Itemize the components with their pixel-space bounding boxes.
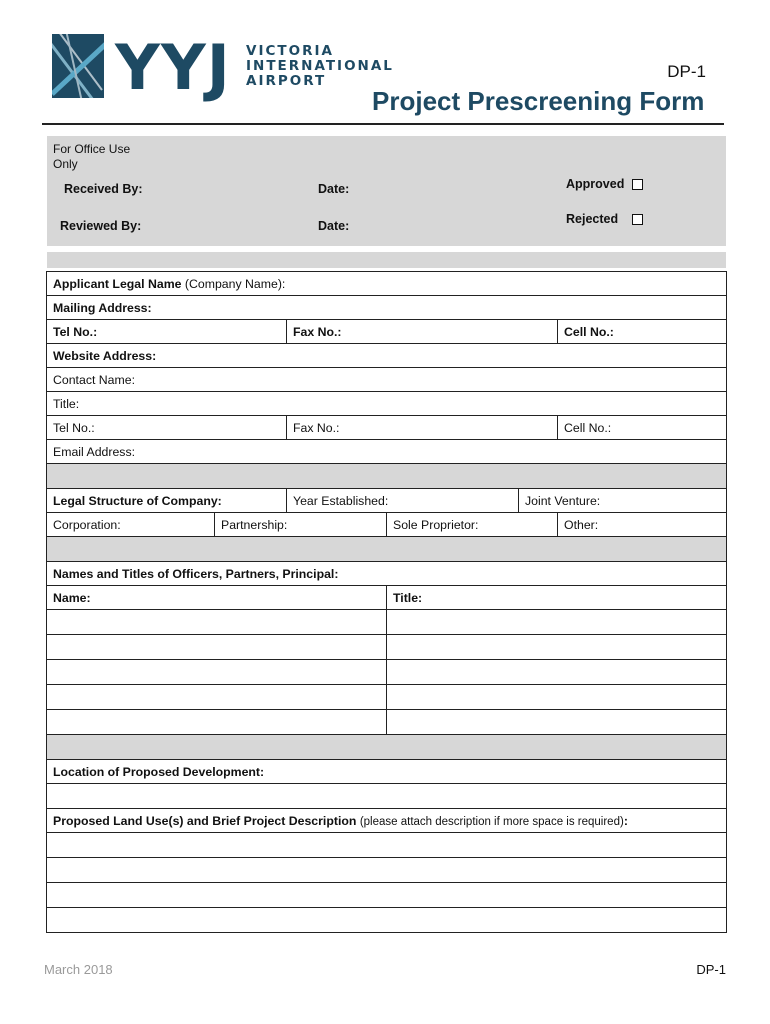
logo-line: INTERNATIONAL xyxy=(246,58,394,74)
description-input-row[interactable] xyxy=(47,883,727,908)
shaded-separator xyxy=(47,464,727,489)
land-use-label: Proposed Land Use(s) and Brief Project Description xyxy=(53,813,357,828)
footer-form-code: DP-1 xyxy=(696,962,726,977)
joint-venture-field[interactable]: Joint Venture: xyxy=(519,489,727,513)
rejected-option xyxy=(566,212,643,226)
location-heading: Location of Proposed Development: xyxy=(47,760,727,784)
form-code: DP-1 xyxy=(667,62,706,81)
date-label: Date: xyxy=(318,219,350,233)
officer-title-cell[interactable] xyxy=(387,685,727,710)
land-use-note: (please attach description if more space is required) xyxy=(359,815,624,828)
officer-title-cell[interactable] xyxy=(387,635,727,660)
contact-tel-field[interactable]: Tel No.: xyxy=(47,416,287,440)
land-use-heading xyxy=(47,809,727,833)
approved-label: Approved xyxy=(566,177,625,191)
officers-heading: Names and Titles of Officers, Partners, Principal: xyxy=(47,562,727,586)
footer-date: March 2018 xyxy=(44,962,113,977)
officer-name-cell[interactable] xyxy=(47,635,387,660)
cell-field[interactable]: Cell No.: xyxy=(558,320,727,344)
logo-subtitle xyxy=(246,44,394,89)
officer-name-cell[interactable] xyxy=(47,685,387,710)
officer-name-cell[interactable] xyxy=(47,710,387,735)
rejected-checkbox[interactable] xyxy=(632,214,643,225)
logo-wordmark: YYJ xyxy=(115,31,231,104)
website-address-field[interactable]: Website Address: xyxy=(47,344,727,368)
officer-name-header: Name: xyxy=(47,586,387,610)
company-name-note: (Company Name): xyxy=(184,276,286,291)
title-divider xyxy=(42,123,724,125)
description-input-row[interactable] xyxy=(47,858,727,883)
office-use-label: For Office Use Only xyxy=(53,142,131,171)
location-input-row[interactable] xyxy=(47,784,727,809)
legal-structure-label: Legal Structure of Company: xyxy=(47,489,287,513)
corporation-field[interactable]: Corporation: xyxy=(47,513,215,537)
section-separator xyxy=(47,252,726,268)
shaded-separator xyxy=(47,537,727,562)
year-established-field[interactable]: Year Established: xyxy=(287,489,519,513)
approved-option xyxy=(566,177,643,191)
date-label: Date: xyxy=(318,182,350,196)
sole-proprietor-field[interactable]: Sole Proprietor: xyxy=(387,513,558,537)
description-input-row[interactable] xyxy=(47,908,727,933)
mailing-address-field[interactable]: Mailing Address: xyxy=(47,296,727,320)
reviewed-by-label: Reviewed By: xyxy=(60,219,142,233)
contact-cell-field[interactable]: Cell No.: xyxy=(558,416,727,440)
fax-field[interactable]: Fax No.: xyxy=(287,320,558,344)
approved-checkbox[interactable] xyxy=(632,179,643,190)
logo-line: AIRPORT xyxy=(246,73,327,89)
contact-name-field[interactable]: Contact Name: xyxy=(47,368,727,392)
tel-field[interactable]: Tel No.: xyxy=(47,320,287,344)
land-use-colon: : xyxy=(623,813,628,828)
partnership-field[interactable]: Partnership: xyxy=(215,513,387,537)
applicant-legal-name-field[interactable] xyxy=(47,272,727,296)
officer-title-header: Title: xyxy=(387,586,727,610)
received-by-label: Received By: xyxy=(64,182,143,196)
logo-stripes-icon xyxy=(52,34,104,98)
email-address-field[interactable]: Email Address: xyxy=(47,440,727,464)
officer-name-cell[interactable] xyxy=(47,660,387,685)
description-input-row[interactable] xyxy=(47,833,727,858)
title-field[interactable]: Title: xyxy=(47,392,727,416)
office-use-panel xyxy=(47,136,726,246)
applicant-form-table xyxy=(46,271,727,933)
rejected-label: Rejected xyxy=(566,212,619,226)
officer-title-cell[interactable] xyxy=(387,660,727,685)
shaded-separator xyxy=(47,735,727,760)
officer-name-cell[interactable] xyxy=(47,610,387,635)
logo-line: VICTORIA xyxy=(246,43,334,59)
officer-title-cell[interactable] xyxy=(387,710,727,735)
logo-mark xyxy=(52,34,104,98)
contact-fax-field[interactable]: Fax No.: xyxy=(287,416,558,440)
officer-title-cell[interactable] xyxy=(387,610,727,635)
applicant-legal-name-label: Applicant Legal Name xyxy=(53,276,182,291)
page-title: Project Prescreening Form xyxy=(372,86,705,116)
other-field[interactable]: Other: xyxy=(558,513,727,537)
